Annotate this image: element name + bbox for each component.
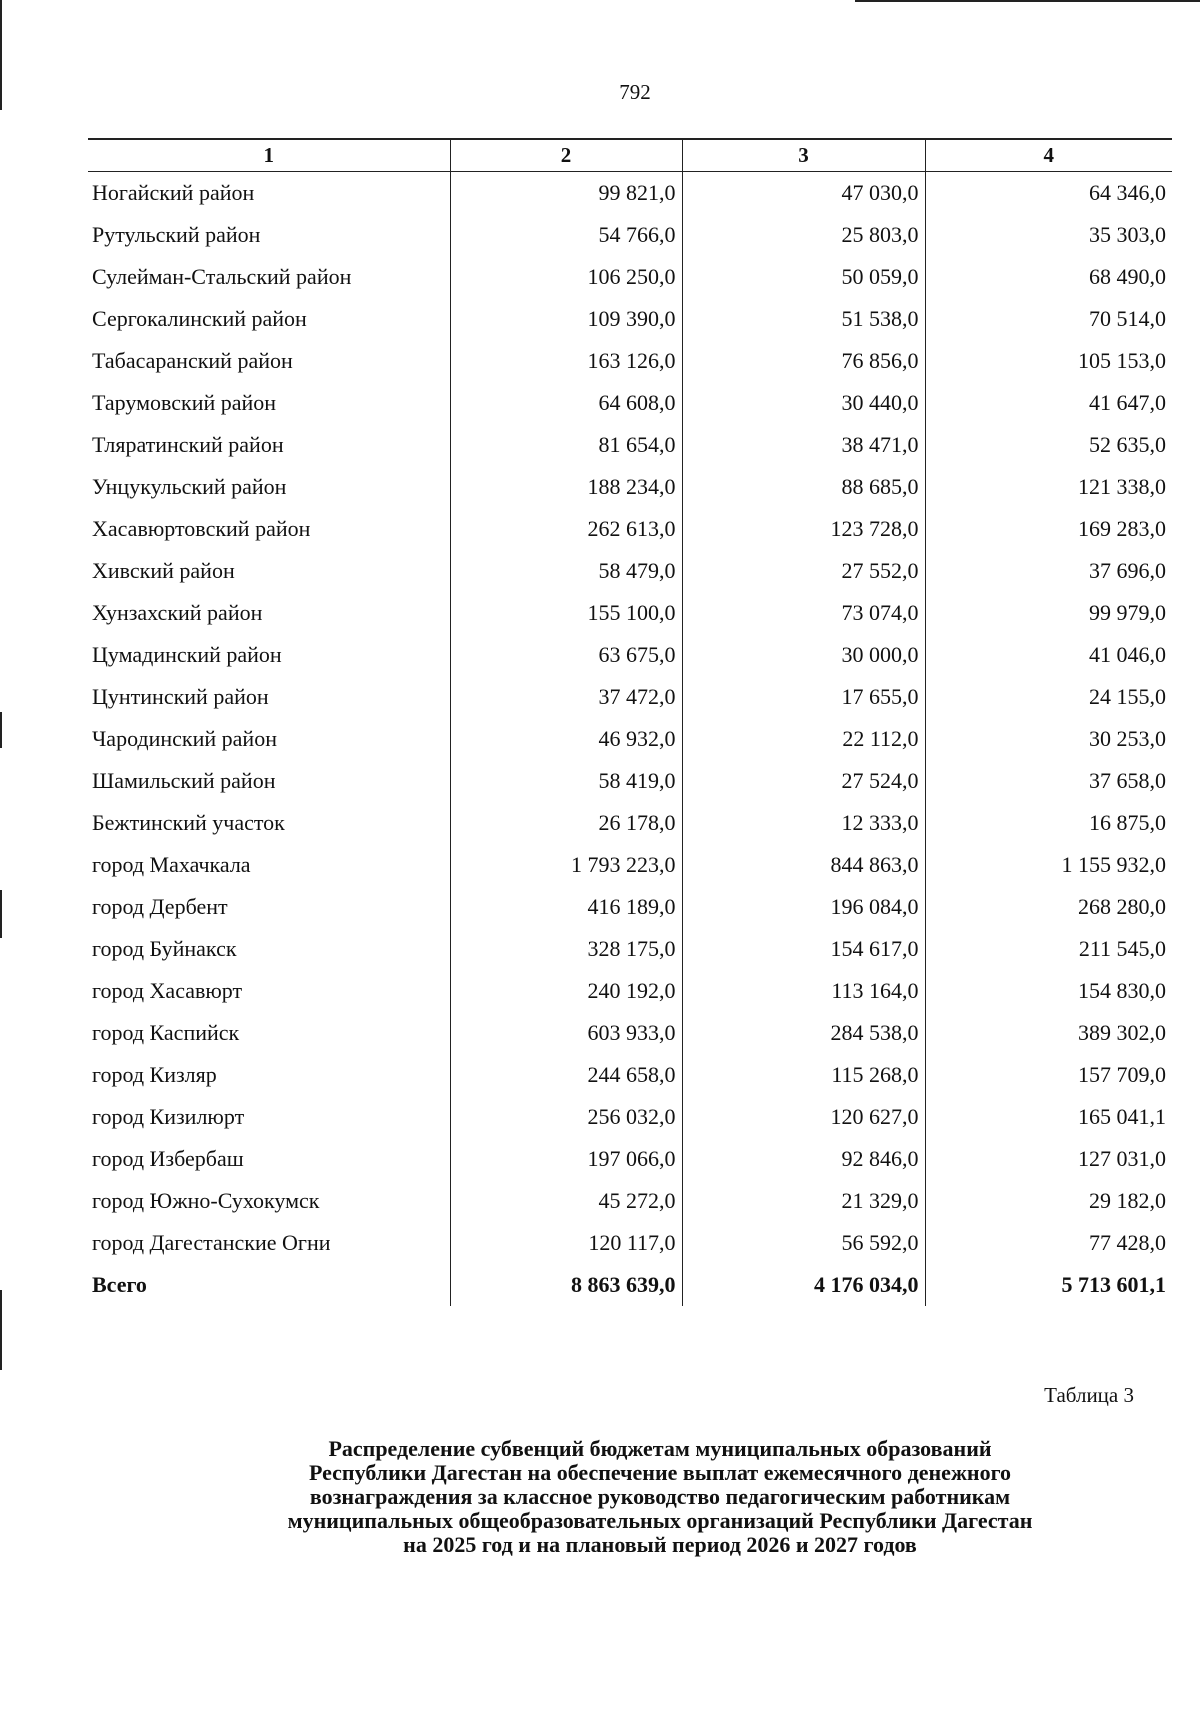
table-row bbox=[88, 1012, 1172, 1054]
amount-cell-col-3: 12 333,0 bbox=[682, 802, 925, 844]
amount-cell-col-2: 46 932,0 bbox=[450, 718, 682, 760]
table-title bbox=[160, 1437, 1160, 1557]
column-header: 1 bbox=[88, 139, 450, 172]
table-row bbox=[88, 1180, 1172, 1222]
municipality-cell: Всего bbox=[92, 1272, 147, 1297]
amount-cell-col-2: 99 821,0 bbox=[450, 172, 682, 215]
amount-cell-col-4: 5 713 601,1 bbox=[925, 1264, 1172, 1306]
amount-cell-col-3: 88 685,0 bbox=[682, 466, 925, 508]
table-row bbox=[88, 466, 1172, 508]
amount-cell-col-4: 35 303,0 bbox=[925, 214, 1172, 256]
municipality-cell: Цунтинский район bbox=[92, 684, 269, 709]
amount-cell-col-2: 244 658,0 bbox=[450, 1054, 682, 1096]
table-row bbox=[88, 340, 1172, 382]
table-title-line: Распределение субвенций бюджетам муниципальных образований bbox=[328, 1436, 992, 1461]
municipality-cell: Цумадинский район bbox=[92, 642, 282, 667]
municipality-cell: Хасавюртовский район bbox=[92, 516, 311, 541]
amount-cell-col-4: 41 046,0 bbox=[925, 634, 1172, 676]
amount-cell-col-3: 30 440,0 bbox=[682, 382, 925, 424]
amount-cell-col-4: 105 153,0 bbox=[925, 340, 1172, 382]
municipality-cell: город Дагестанские Огни bbox=[92, 1230, 331, 1255]
amount-cell-col-4: 24 155,0 bbox=[925, 676, 1172, 718]
amount-cell-col-4: 37 658,0 bbox=[925, 760, 1172, 802]
table-row bbox=[88, 718, 1172, 760]
amount-cell-col-3: 21 329,0 bbox=[682, 1180, 925, 1222]
amount-cell-col-4: 389 302,0 bbox=[925, 1012, 1172, 1054]
municipality-cell: Чародинский район bbox=[92, 726, 277, 751]
amount-cell-col-2: 256 032,0 bbox=[450, 1096, 682, 1138]
table-row bbox=[88, 970, 1172, 1012]
municipality-cell: Тляратинский район bbox=[92, 432, 284, 457]
table-row bbox=[88, 172, 1172, 215]
amount-cell-col-4: 41 647,0 bbox=[925, 382, 1172, 424]
amount-cell-col-3: 123 728,0 bbox=[682, 508, 925, 550]
amount-cell-col-4: 169 283,0 bbox=[925, 508, 1172, 550]
amount-cell-col-2: 64 608,0 bbox=[450, 382, 682, 424]
amount-cell-col-4: 1 155 932,0 bbox=[925, 844, 1172, 886]
table-title-line: муниципальных общеобразовательных организаций Республики Дагестан bbox=[287, 1508, 1033, 1533]
municipality-cell: Хунзахский район bbox=[92, 600, 263, 625]
table-row bbox=[88, 676, 1172, 718]
municipality-cell: город Махачкала bbox=[92, 852, 251, 877]
municipality-cell: Унцукульский район bbox=[92, 474, 287, 499]
amount-cell-col-2: 37 472,0 bbox=[450, 676, 682, 718]
municipality-cell: город Буйнакск bbox=[92, 936, 237, 961]
municipality-cell: Сулейман-Стальский район bbox=[92, 264, 352, 289]
amount-cell-col-3: 47 030,0 bbox=[682, 172, 925, 215]
table-title-line: вознаграждения за классное руководство педагогическим работникам bbox=[309, 1484, 1011, 1509]
amount-cell-col-3: 30 000,0 bbox=[682, 634, 925, 676]
amount-cell-col-2: 58 419,0 bbox=[450, 760, 682, 802]
amount-cell-col-2: 63 675,0 bbox=[450, 634, 682, 676]
scan-edge-line bbox=[0, 712, 2, 748]
amount-cell-col-3: 844 863,0 bbox=[682, 844, 925, 886]
table-total-row bbox=[88, 1264, 1172, 1306]
amount-cell-col-4: 165 041,1 bbox=[925, 1096, 1172, 1138]
amount-cell-col-3: 38 471,0 bbox=[682, 424, 925, 466]
amount-cell-col-4: 16 875,0 bbox=[925, 802, 1172, 844]
amount-cell-col-4: 70 514,0 bbox=[925, 298, 1172, 340]
amount-cell-col-2: 197 066,0 bbox=[450, 1138, 682, 1180]
amount-cell-col-3: 51 538,0 bbox=[682, 298, 925, 340]
municipality-cell: город Кизляр bbox=[92, 1062, 217, 1087]
table-title-line: Республики Дагестан на обеспечение выплат ежемесячного денежного bbox=[308, 1460, 1012, 1485]
page-number: 792 bbox=[619, 80, 651, 104]
amount-cell-col-2: 328 175,0 bbox=[450, 928, 682, 970]
table-row bbox=[88, 928, 1172, 970]
table-header-row bbox=[88, 139, 1172, 172]
table-row bbox=[88, 382, 1172, 424]
table-row bbox=[88, 802, 1172, 844]
table-row bbox=[88, 634, 1172, 676]
table-row bbox=[88, 1138, 1172, 1180]
table-row bbox=[88, 214, 1172, 256]
amount-cell-col-2: 81 654,0 bbox=[450, 424, 682, 466]
amount-cell-col-4: 29 182,0 bbox=[925, 1180, 1172, 1222]
column-header: 2 bbox=[450, 139, 682, 172]
amount-cell-col-3: 154 617,0 bbox=[682, 928, 925, 970]
municipality-cell: Хивский район bbox=[92, 558, 235, 583]
amount-cell-col-4: 157 709,0 bbox=[925, 1054, 1172, 1096]
amount-cell-col-3: 50 059,0 bbox=[682, 256, 925, 298]
scan-edge-line bbox=[0, 1290, 2, 1370]
table-row bbox=[88, 550, 1172, 592]
amount-cell-col-2: 163 126,0 bbox=[450, 340, 682, 382]
amount-cell-col-3: 17 655,0 bbox=[682, 676, 925, 718]
municipality-cell: Табасаранский район bbox=[92, 348, 293, 373]
amount-cell-col-2: 416 189,0 bbox=[450, 886, 682, 928]
amount-cell-col-3: 284 538,0 bbox=[682, 1012, 925, 1054]
amount-cell-col-2: 240 192,0 bbox=[450, 970, 682, 1012]
scan-edge-line bbox=[0, 890, 2, 938]
amount-cell-col-2: 109 390,0 bbox=[450, 298, 682, 340]
amount-cell-col-3: 22 112,0 bbox=[682, 718, 925, 760]
municipality-cell: Сергокалинский район bbox=[92, 306, 307, 331]
table-row bbox=[88, 760, 1172, 802]
amount-cell-col-2: 26 178,0 bbox=[450, 802, 682, 844]
amount-cell-col-2: 54 766,0 bbox=[450, 214, 682, 256]
amount-cell-col-4: 211 545,0 bbox=[925, 928, 1172, 970]
table-row bbox=[88, 424, 1172, 466]
amount-cell-col-2: 155 100,0 bbox=[450, 592, 682, 634]
table-body bbox=[88, 172, 1172, 1307]
amount-cell-col-2: 188 234,0 bbox=[450, 466, 682, 508]
amount-cell-col-3: 113 164,0 bbox=[682, 970, 925, 1012]
municipality-cell: город Избербаш bbox=[92, 1146, 244, 1171]
table-title-line: на 2025 год и на плановый период 2026 и 2027 годов bbox=[403, 1532, 917, 1557]
municipality-cell: Рутульский район bbox=[92, 222, 261, 247]
amount-cell-col-3: 27 524,0 bbox=[682, 760, 925, 802]
data-table bbox=[88, 138, 1172, 1306]
table-row bbox=[88, 592, 1172, 634]
amount-cell-col-3: 27 552,0 bbox=[682, 550, 925, 592]
amount-cell-col-2: 120 117,0 bbox=[450, 1222, 682, 1264]
amount-cell-col-2: 262 613,0 bbox=[450, 508, 682, 550]
amount-cell-col-2: 45 272,0 bbox=[450, 1180, 682, 1222]
amount-cell-col-4: 121 338,0 bbox=[925, 466, 1172, 508]
table-row bbox=[88, 844, 1172, 886]
municipality-cell: Ногайский район bbox=[92, 180, 255, 205]
amount-cell-col-3: 73 074,0 bbox=[682, 592, 925, 634]
amount-cell-col-4: 99 979,0 bbox=[925, 592, 1172, 634]
amount-cell-col-3: 196 084,0 bbox=[682, 886, 925, 928]
amount-cell-col-3: 25 803,0 bbox=[682, 214, 925, 256]
table-row bbox=[88, 508, 1172, 550]
amount-cell-col-4: 68 490,0 bbox=[925, 256, 1172, 298]
amount-cell-col-4: 268 280,0 bbox=[925, 886, 1172, 928]
table-row bbox=[88, 298, 1172, 340]
table-row bbox=[88, 256, 1172, 298]
amount-cell-col-4: 37 696,0 bbox=[925, 550, 1172, 592]
municipality-cell: город Южно-Сухокумск bbox=[92, 1188, 320, 1213]
amount-cell-col-3: 115 268,0 bbox=[682, 1054, 925, 1096]
table-row bbox=[88, 1222, 1172, 1264]
amount-cell-col-2: 603 933,0 bbox=[450, 1012, 682, 1054]
amount-cell-col-4: 154 830,0 bbox=[925, 970, 1172, 1012]
table-row bbox=[88, 886, 1172, 928]
amount-cell-col-2: 58 479,0 bbox=[450, 550, 682, 592]
amount-cell-col-4: 77 428,0 bbox=[925, 1222, 1172, 1264]
amount-cell-col-3: 120 627,0 bbox=[682, 1096, 925, 1138]
amount-cell-col-2: 1 793 223,0 bbox=[450, 844, 682, 886]
amount-cell-col-3: 92 846,0 bbox=[682, 1138, 925, 1180]
municipality-cell: Шамильский район bbox=[92, 768, 276, 793]
municipality-cell: город Каспийск bbox=[92, 1020, 240, 1045]
column-header: 3 bbox=[682, 139, 925, 172]
amount-cell-col-4: 64 346,0 bbox=[925, 172, 1172, 215]
top-rule bbox=[855, 0, 1200, 2]
amount-cell-col-3: 4 176 034,0 bbox=[682, 1264, 925, 1306]
table-row bbox=[88, 1096, 1172, 1138]
municipality-cell: город Дербент bbox=[92, 894, 228, 919]
amount-cell-col-3: 76 856,0 bbox=[682, 340, 925, 382]
municipality-cell: Тарумовский район bbox=[92, 390, 277, 415]
municipality-cell: город Кизилюрт bbox=[92, 1104, 245, 1129]
amount-cell-col-2: 8 863 639,0 bbox=[450, 1264, 682, 1306]
table-row bbox=[88, 1054, 1172, 1096]
municipality-cell: город Хасавюрт bbox=[92, 978, 243, 1003]
table-label: Таблица 3 bbox=[1044, 1383, 1134, 1407]
municipality-cell: Бежтинский участок bbox=[92, 810, 285, 835]
amount-cell-col-3: 56 592,0 bbox=[682, 1222, 925, 1264]
amount-cell-col-4: 30 253,0 bbox=[925, 718, 1172, 760]
column-header: 4 bbox=[925, 139, 1172, 172]
amount-cell-col-4: 127 031,0 bbox=[925, 1138, 1172, 1180]
amount-cell-col-4: 52 635,0 bbox=[925, 424, 1172, 466]
amount-cell-col-2: 106 250,0 bbox=[450, 256, 682, 298]
